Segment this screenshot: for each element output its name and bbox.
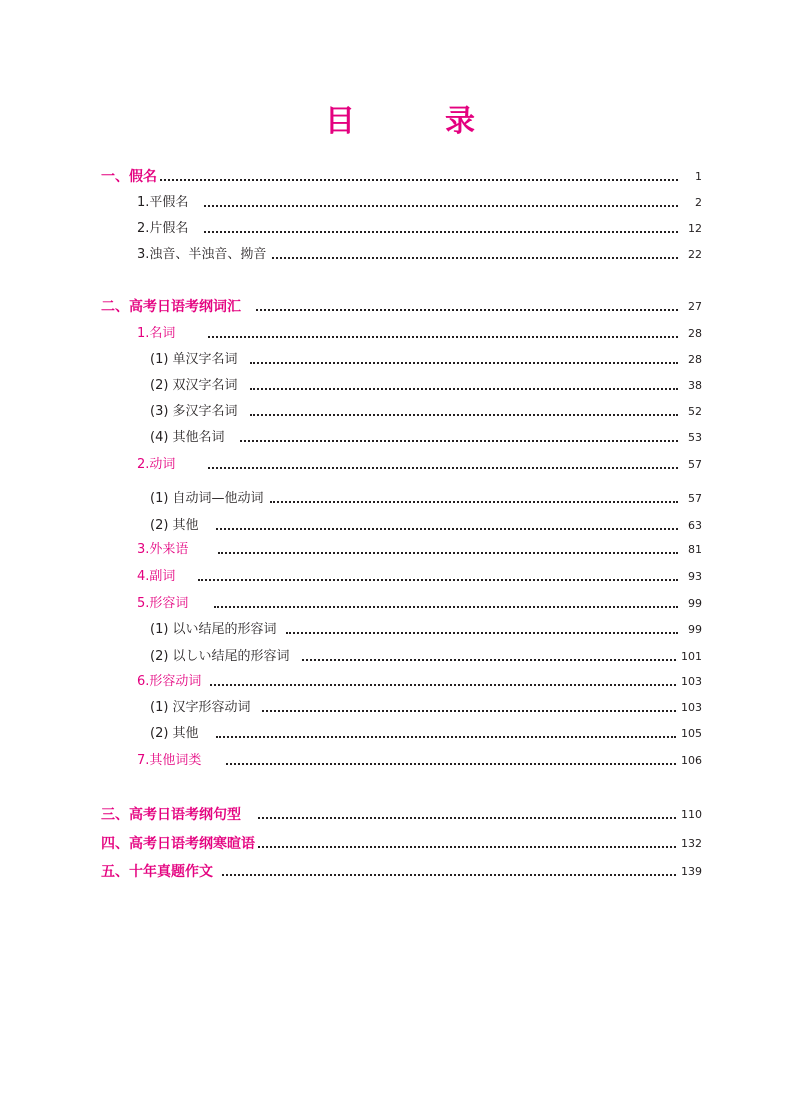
toc-leader-dots	[250, 362, 678, 364]
toc-entry[interactable]	[0, 516, 800, 536]
toc-entry[interactable]	[0, 297, 800, 317]
toc-page-number: 22	[688, 248, 702, 261]
page-title: 目 录	[325, 104, 505, 139]
toc-entry-label: (1) 单汉字名词	[150, 352, 238, 367]
toc-entry[interactable]	[0, 455, 800, 475]
toc-entry-label: (1) 以い结尾的形容词	[150, 622, 277, 637]
toc-entry-label: 五、十年真题作文	[101, 864, 213, 880]
toc-entry[interactable]	[0, 193, 800, 213]
toc-entry[interactable]	[0, 567, 800, 587]
toc-entry-label: 5.形容词	[137, 596, 189, 611]
toc-entry-label: (3) 多汉字名词	[150, 404, 238, 419]
toc-leader-dots	[286, 632, 678, 634]
toc-entry[interactable]	[0, 724, 800, 744]
toc-entry[interactable]	[0, 245, 800, 265]
toc-page-number: 132	[681, 837, 702, 850]
toc-entry[interactable]	[0, 489, 800, 509]
toc-entry-label: 6.形容动词	[137, 674, 202, 689]
toc-page-number: 99	[688, 623, 702, 636]
toc-leader-dots	[208, 467, 678, 469]
toc-entry[interactable]	[0, 167, 800, 187]
toc-entry-label: 3.浊音、半浊音、拗音	[137, 247, 267, 262]
toc-page-number: 101	[681, 650, 702, 663]
toc-leader-dots	[208, 336, 678, 338]
toc-leader-dots	[204, 205, 678, 207]
toc-leader-dots	[258, 817, 676, 819]
toc-entry-label: 1.平假名	[137, 195, 189, 210]
toc-page-number: 105	[681, 727, 702, 740]
toc-leader-dots	[218, 552, 678, 554]
toc-entry-label: (2) 以しい结尾的形容词	[150, 649, 290, 664]
toc-entry[interactable]	[0, 834, 800, 854]
toc-entry-label: (2) 其他	[150, 726, 199, 741]
toc-page-number: 2	[695, 196, 702, 209]
toc-entry-label: 3.外来语	[137, 542, 189, 557]
toc-entry-label: 四、高考日语考纲寒暄语	[101, 836, 255, 852]
toc-page-number: 99	[688, 597, 702, 610]
toc-page-number: 93	[688, 570, 702, 583]
toc-page-number: 53	[688, 431, 702, 444]
toc-page-number: 57	[688, 492, 702, 505]
toc-leader-dots	[262, 710, 676, 712]
toc-page-number: 12	[688, 222, 702, 235]
toc-entry-label: (4) 其他名词	[150, 430, 225, 445]
toc-page-number: 27	[688, 300, 702, 313]
toc-entry-label: 2.片假名	[137, 221, 189, 236]
toc-leader-dots	[250, 414, 678, 416]
toc-entry-label: 4.副词	[137, 569, 176, 584]
toc-leader-dots	[204, 231, 678, 233]
toc-leader-dots	[302, 659, 676, 661]
toc-entry-label: 二、高考日语考纲词汇	[101, 299, 241, 315]
toc-page-number: 110	[681, 808, 702, 821]
toc-entry[interactable]	[0, 672, 800, 692]
toc-entry-label: (2) 其他	[150, 518, 199, 533]
toc-entry[interactable]	[0, 350, 800, 370]
toc-leader-dots	[210, 684, 676, 686]
toc-entry-label: 7.其他词类	[137, 753, 202, 768]
toc-page-number: 28	[688, 353, 702, 366]
toc-page-number: 139	[681, 865, 702, 878]
toc-entry[interactable]	[0, 219, 800, 239]
toc-leader-dots	[216, 528, 678, 530]
toc-page-number: 38	[688, 379, 702, 392]
toc-page-number: 81	[688, 543, 702, 556]
toc-entry[interactable]	[0, 620, 800, 640]
toc-leader-dots	[222, 874, 676, 876]
toc-entry[interactable]	[0, 594, 800, 614]
toc-entry[interactable]	[0, 862, 800, 882]
toc-entry-label: 2.动词	[137, 457, 176, 472]
toc-page-number: 52	[688, 405, 702, 418]
toc-leader-dots	[214, 606, 678, 608]
toc-leader-dots	[226, 763, 676, 765]
toc-entry-label: 1.名词	[137, 326, 176, 341]
toc-leader-dots	[250, 388, 678, 390]
toc-entry[interactable]	[0, 324, 800, 344]
toc-page-number: 63	[688, 519, 702, 532]
toc-page-number: 106	[681, 754, 702, 767]
toc-leader-dots	[258, 846, 676, 848]
toc-page-number: 103	[681, 675, 702, 688]
toc-entry-label: (1) 汉字形容动词	[150, 700, 251, 715]
toc-page-number: 28	[688, 327, 702, 340]
toc-entry[interactable]	[0, 751, 800, 771]
toc-entry[interactable]	[0, 540, 800, 560]
toc-entry[interactable]	[0, 376, 800, 396]
toc-leader-dots	[272, 257, 678, 259]
toc-page-number: 1	[695, 170, 702, 183]
toc-leader-dots	[160, 179, 678, 181]
toc-leader-dots	[256, 309, 678, 311]
toc-page-number: 103	[681, 701, 702, 714]
toc-leader-dots	[198, 579, 678, 581]
toc-leader-dots	[270, 501, 678, 503]
toc-page-number: 57	[688, 458, 702, 471]
toc-entry-label: 三、高考日语考纲句型	[101, 807, 241, 823]
toc-entry[interactable]	[0, 698, 800, 718]
toc-entry-label: (2) 双汉字名词	[150, 378, 238, 393]
toc-leader-dots	[216, 736, 676, 738]
toc-entry-label: (1) 自动词—他动词	[150, 491, 264, 506]
toc-entry[interactable]	[0, 805, 800, 825]
toc-leader-dots	[240, 440, 678, 442]
toc-entry[interactable]	[0, 428, 800, 448]
toc-entry[interactable]	[0, 647, 800, 667]
toc-entry[interactable]	[0, 402, 800, 422]
toc-entry-label: 一、假名	[101, 169, 157, 185]
